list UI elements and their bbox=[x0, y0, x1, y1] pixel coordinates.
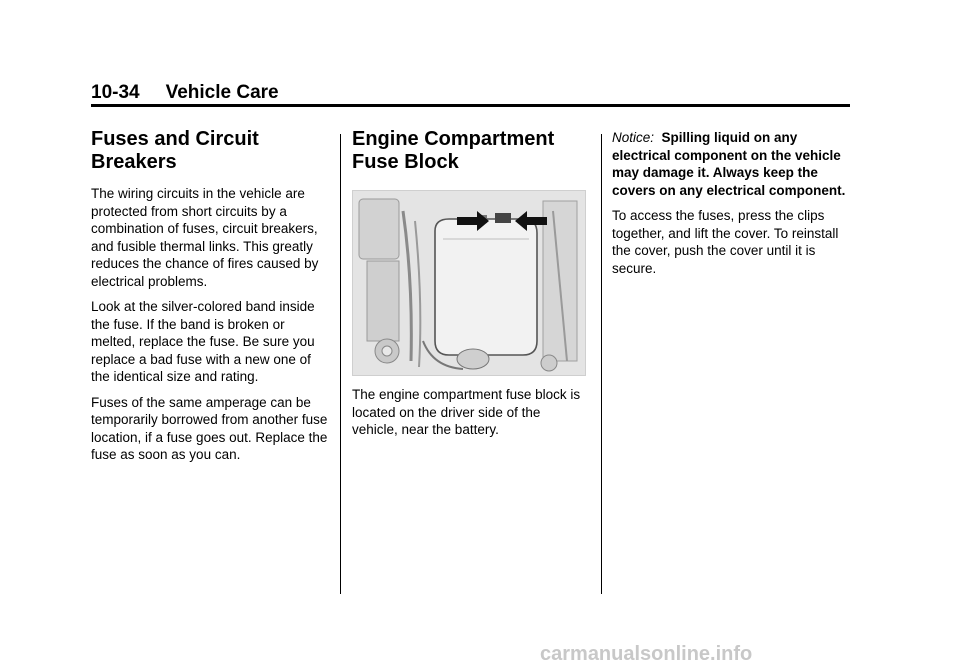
paragraph: Look at the silver-colored band inside the fuse. If the band is broken or melted, replace the fuse. Be sure you replace a bad fuse with a new one of the identical size and rating. bbox=[91, 299, 315, 384]
heading-line: Engine Compartment bbox=[352, 128, 555, 150]
column-divider-2 bbox=[601, 134, 602, 594]
heading-engine-compartment-fuse-block bbox=[352, 128, 588, 174]
column-engine-compartment-fuse-block bbox=[352, 128, 588, 447]
paragraph: The engine compartment fuse block is located on the driver side of the vehicle, near the battery. bbox=[352, 387, 581, 437]
heading-line: Breakers bbox=[91, 151, 177, 173]
notice bbox=[612, 129, 852, 199]
section-title: Vehicle Care bbox=[165, 82, 279, 103]
heading-fuses-circuit-breakers bbox=[91, 128, 331, 174]
column-fuses-circuit-breakers bbox=[91, 128, 331, 472]
fuse-block-illustration bbox=[352, 190, 586, 376]
heading-line: Fuses and Circuit bbox=[91, 128, 259, 150]
paragraph: To access the fuses, press the clips together, and lift the cover. To reinstall the cover, push the cover until it is secure. bbox=[612, 208, 839, 276]
page-header bbox=[91, 82, 279, 104]
heading-line: Fuse Block bbox=[352, 151, 459, 173]
notice-label: Notice: bbox=[612, 130, 655, 145]
page-number: 10-34 bbox=[91, 82, 140, 103]
notice-text: Spilling liquid on any electrical component on the vehicle may damage it. Always keep the covers on any electrical component. bbox=[612, 130, 846, 198]
header-rule bbox=[91, 104, 850, 107]
column-divider-1 bbox=[340, 134, 341, 594]
paragraph: The wiring circuits in the vehicle are protected from short circuits by a combination of fuses, circuit breakers, and fusible thermal links. This greatly reduces the chance of fires caused by electrical problems. bbox=[91, 186, 319, 289]
column-notice bbox=[612, 129, 852, 285]
paragraph: Fuses of the same amperage can be temporarily borrowed from another fuse location, if a fuse goes out. Replace the fuse as soon as you can. bbox=[91, 394, 328, 462]
watermark: carmanualsonline.info bbox=[540, 643, 753, 665]
